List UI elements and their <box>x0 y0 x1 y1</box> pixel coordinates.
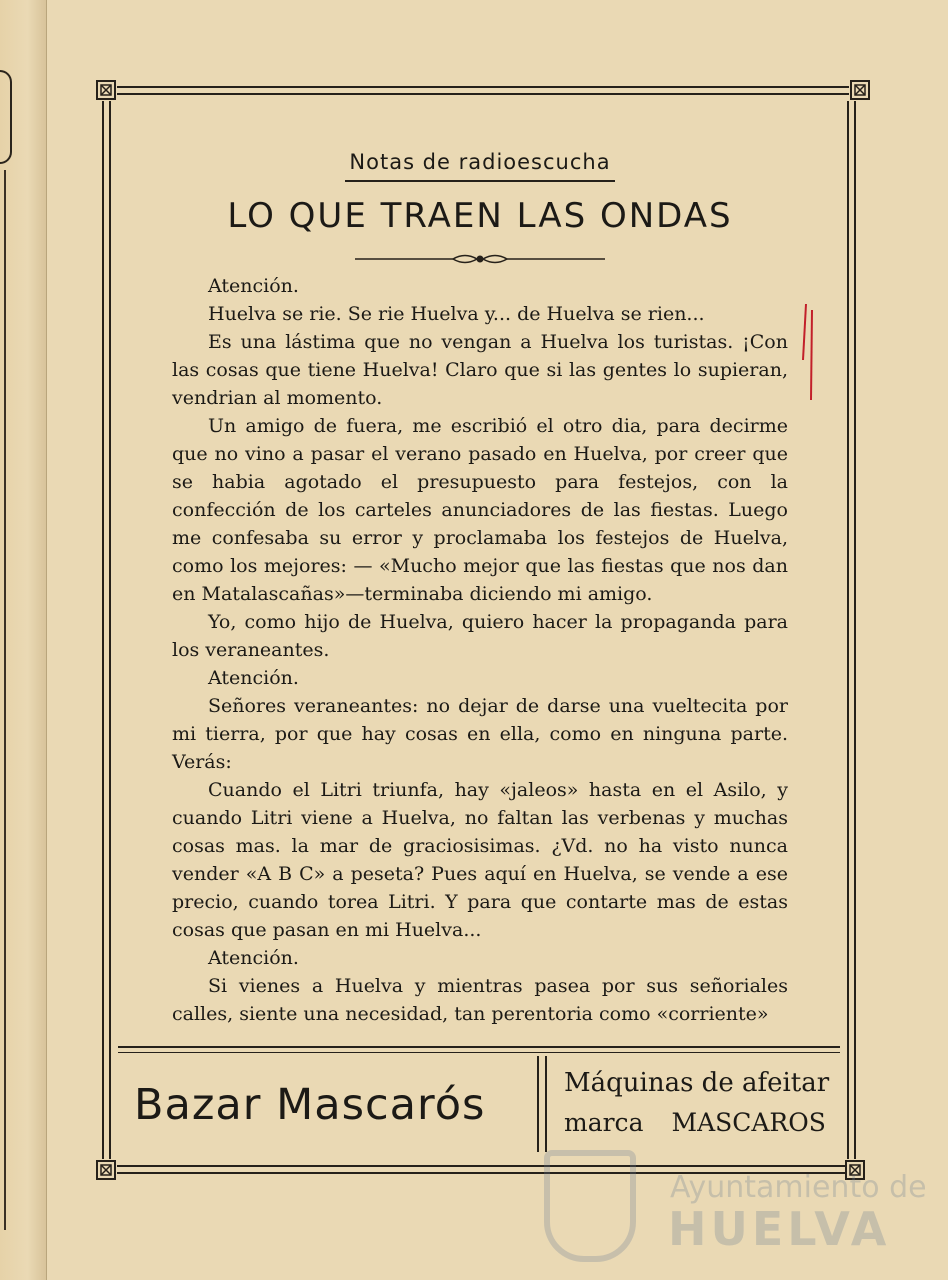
article-headline: LO QUE TRAEN LAS ONDAS <box>227 196 733 236</box>
paragraph: Atención. <box>208 275 299 297</box>
frame-left-inner-line <box>109 101 111 1159</box>
paragraph: Es una lástima que no vengan a Huelva los turistas. ¡Con las cosas que tiene Huelva! Claro que si las gentes lo supieran, vendrian al momento. <box>172 331 788 409</box>
frame-left-outer-line <box>102 101 104 1159</box>
article-body <box>172 272 788 1028</box>
kicker-text: Notas de radioescucha <box>345 150 614 182</box>
article <box>172 150 788 1028</box>
page-edge-curve <box>0 70 12 164</box>
paragraph: Atención. <box>208 947 299 969</box>
ad-rule <box>118 1052 840 1053</box>
ad-brand-prefix: marca <box>564 1108 644 1137</box>
watermark-line-1: Ayuntamiento de <box>670 1170 927 1205</box>
ad-rule <box>118 1046 840 1048</box>
ad-brand-name: Bazar Mascarós <box>134 1080 486 1130</box>
corner-ornament-icon <box>96 80 116 100</box>
watermark-line-2: HUELVA <box>668 1202 891 1256</box>
frame-top-outer-line <box>117 86 849 88</box>
paragraph: Atención. <box>208 667 299 689</box>
pencil-margin-mark-icon <box>800 300 818 404</box>
page-edge-rule <box>4 170 6 1230</box>
paragraph: Si vienes a Huelva y mientras pasea por sus señoriales calles, siente una necesidad, tan perentoria como «corriente» <box>172 975 788 1025</box>
ad-product-line: Máquinas de afeitar <box>564 1068 830 1098</box>
ad-brand-mark: MASCAROS <box>671 1108 826 1137</box>
frame-top-inner-line <box>117 93 849 95</box>
corner-ornament-icon <box>850 80 870 100</box>
coat-of-arms-icon <box>544 1150 636 1262</box>
paragraph: Huelva se rie. Se rie Huelva y... de Huelva se rien... <box>208 303 705 325</box>
paragraph: Yo, como hijo de Huelva, quiero hacer la propaganda para los veraneantes. <box>172 611 788 661</box>
paragraph: Cuando el Litri triunfa, hay «jaleos» hasta en el Asilo, y cuando Litri viene a Huelva, no faltan las verbenas y muchas cosas mas. la mar de graciosisimas. ¿Vd. no ha visto nunca vender «A B C» a peseta? Pues aquí en Huelva, se vende a ese precio, cuando torea Litri. Y para que contarte mas de estas cosas que pasan en mi Huelva... <box>172 779 788 941</box>
frame-right-inner-line <box>847 101 849 1159</box>
ornament-divider-icon <box>355 252 605 266</box>
article-kicker <box>172 150 788 182</box>
left-page-edge <box>0 0 47 1280</box>
archive-watermark <box>540 1130 927 1270</box>
corner-ornament-icon <box>96 1160 116 1180</box>
paragraph: Señores veraneantes: no dejar de darse una vueltecita por mi tierra, por que hay cosas en ella, como en ninguna parte. Verás: <box>172 695 788 773</box>
frame-right-outer-line <box>854 101 856 1159</box>
paragraph: Un amigo de fuera, me escribió el otro dia, para decirme que no vino a pasar el verano pasado en Huelva, por creer que se habia agotado el presupuesto para festejos, con la confección de los carteles anunciadores de las fiestas. Luego me confesaba su error y proclamaba los festejos de Huelva, como los mejores: — «Mucho mejor que las fiestas que nos dan en Matalascañas»—terminaba diciendo mi amigo. <box>172 415 788 605</box>
